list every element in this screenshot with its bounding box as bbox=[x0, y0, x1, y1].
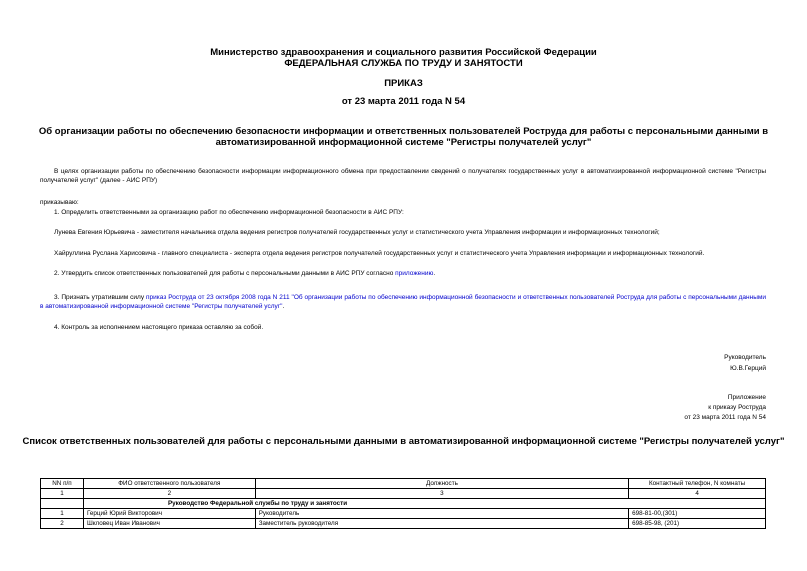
order-word: приказываю: bbox=[40, 199, 79, 206]
table-row bbox=[41, 509, 766, 519]
column-number-cell: 1 bbox=[41, 489, 84, 499]
doc-title-line2: автоматизированной информационной системе "Регистры получателей услуг" bbox=[215, 137, 592, 148]
appendix-title: Список ответственных пользователей для работы с персональными данными в автоматизированной информационной системе "Регистры получателей услуг" bbox=[22, 436, 785, 447]
doc-type: ПРИКАЗ bbox=[384, 78, 423, 89]
table-header-cell: ФИО ответственного пользователя bbox=[83, 479, 255, 489]
user-position-cell: Руководитель bbox=[255, 509, 628, 519]
user-name-cell: Шкловец Иван Иванович bbox=[83, 519, 255, 529]
column-number-cell: 3 bbox=[255, 489, 628, 499]
item-3-text: 3. Признать утратившим силу bbox=[54, 294, 145, 301]
responsible-person-1: Лунева Евгения Юрьевича - заместителя начальника отдела ведения регистров получателей государственных услуг и статистического учета Управления информации и информационных технологий; bbox=[54, 229, 660, 236]
item-2-end: . bbox=[433, 270, 436, 277]
signature-position: Руководитель bbox=[724, 354, 766, 361]
table-number-row bbox=[41, 489, 766, 499]
item-2 bbox=[54, 269, 435, 278]
table-section-row bbox=[41, 499, 766, 509]
table-row bbox=[41, 519, 766, 529]
item-2-text: 2. Утвердить список ответственных пользователей для работы с персональными данными в АИС РПУ согласно bbox=[54, 270, 394, 277]
table-header-cell: NN п/п bbox=[41, 479, 84, 489]
user-name-cell: Герций Юрий Викторович bbox=[83, 509, 255, 519]
item-1: 1. Определить ответственными за организацию работ по обеспечению информационной безопасности в АИС РПУ: bbox=[54, 209, 404, 216]
user-contact-cell: 698-81-00,(301) bbox=[629, 509, 766, 519]
column-number-cell: 4 bbox=[629, 489, 766, 499]
signature-name: Ю.В.Герций bbox=[730, 365, 766, 372]
responsible-users-table bbox=[40, 478, 766, 529]
preamble-paragraph: В целях организации работы по обеспечению безопасности информации информационного обмена при предоставлении сведений о получателях государственных услуг в автоматизированной информационной системе "Регистры получателей услуг" (далее - АИС РПУ) bbox=[40, 168, 766, 184]
row-number-cell: 2 bbox=[41, 519, 84, 529]
column-number-cell: 2 bbox=[83, 489, 255, 499]
ministry-name: Министерство здравоохранения и социального развития Российской Федерации bbox=[210, 47, 597, 58]
appendix-order-date: от 23 марта 2011 года N 54 bbox=[684, 414, 766, 421]
appendix-order-ref: к приказу Роструда bbox=[708, 404, 766, 411]
row-number-cell: 1 bbox=[41, 509, 84, 519]
item-3 bbox=[40, 293, 766, 311]
service-name: ФЕДЕРАЛЬНАЯ СЛУЖБА ПО ТРУДУ И ЗАНЯТОСТИ bbox=[284, 58, 523, 69]
doc-date: от 23 марта 2011 года N 54 bbox=[341, 96, 466, 107]
table-header-row bbox=[41, 479, 766, 489]
responsible-person-2: Хайруллина Руслана Харисовича - главного специалиста - эксперта отдела ведения регистров получателей государственных услуг и статистического учета Управления информации и информационных технологий. bbox=[54, 250, 705, 257]
item-4: 4. Контроль за исполнением настоящего приказа оставляю за собой. bbox=[54, 324, 264, 331]
table-header-cell: Должность bbox=[255, 479, 628, 489]
appendix-label: Приложение bbox=[727, 394, 766, 401]
revoked-order-link[interactable]: приказ Роструда от 23 октября 2008 года N 211 "Об организации работы по обеспечению информационной безопасности и ответственных пользователей Роструда для работы с персональными данными в автоматизированной информационной системе "Регистры получателей услуг" bbox=[40, 294, 766, 310]
item-3-end: . bbox=[282, 303, 285, 310]
user-contact-cell: 698-85-98, (201) bbox=[629, 519, 766, 529]
appendix-link[interactable]: приложению bbox=[395, 270, 434, 277]
doc-title-line1: Об организации работы по обеспечению безопасности информации и ответственных пользователей Роструда для работы с персональными данными в bbox=[38, 126, 769, 137]
table-header-cell: Контактный телефон, N комнаты bbox=[629, 479, 766, 489]
user-position-cell: Заместитель руководителя bbox=[255, 519, 628, 529]
table-section-title: Руководство Федеральной службы по труду и занятости bbox=[83, 499, 765, 509]
